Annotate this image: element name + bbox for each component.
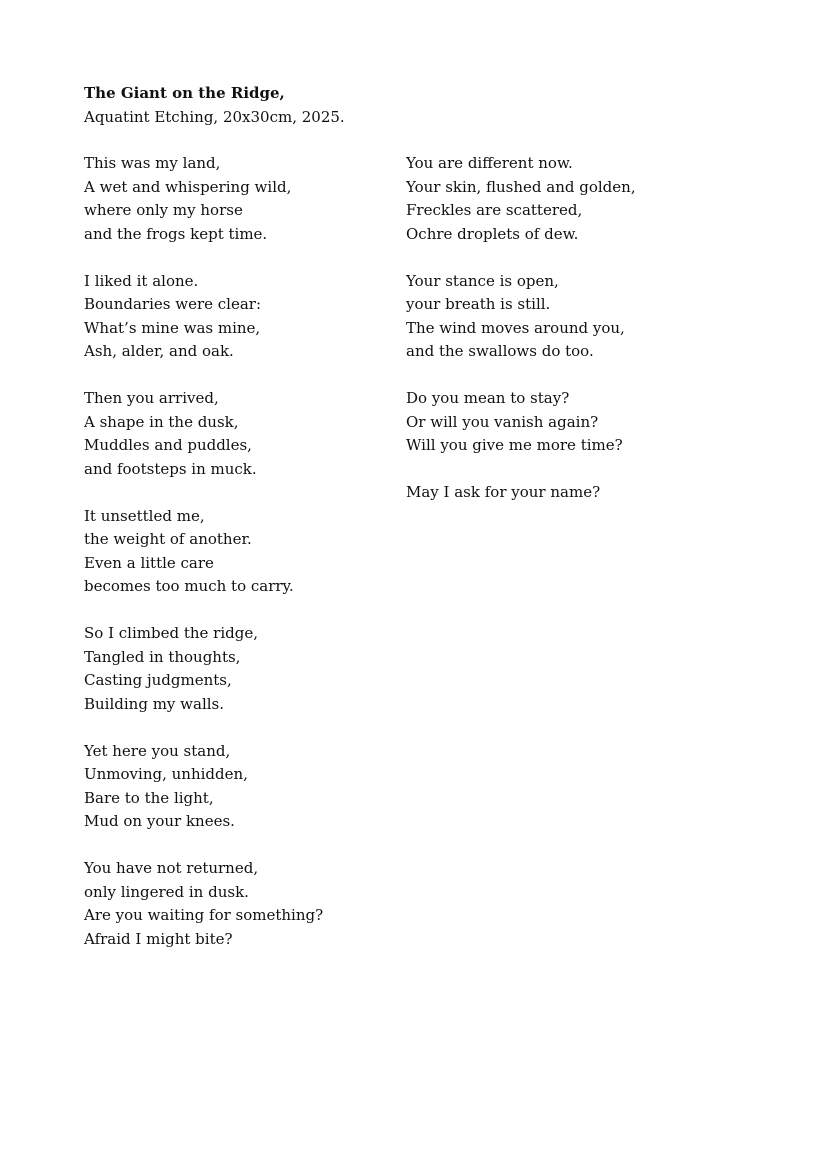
stanza (406, 152, 736, 246)
stanza (406, 270, 736, 364)
poem-line: Your stance is open, (406, 271, 559, 290)
poem-line: Will you give me more time? (406, 436, 623, 454)
poem-line: Your skin, flushed and golden, (406, 177, 636, 196)
page-title: The Giant on the Ridge, (84, 84, 285, 102)
stanza (84, 270, 384, 364)
poem-line: Unmoving, unhidden, (84, 765, 248, 783)
poem-right-column (406, 152, 736, 528)
poem-line: Bare to the light, (84, 788, 214, 807)
poem-line: You are different now. (406, 154, 573, 172)
poem-line: and the swallows do too. (406, 342, 594, 360)
poem-line: and footsteps in muck. (84, 459, 257, 478)
poem-line: Or will you vanish again? (406, 412, 599, 431)
stanza (84, 152, 384, 246)
poem-line: It unsettled me, (84, 506, 205, 525)
poem-line: Ochre droplets of dew. (406, 224, 579, 243)
poem-line: So I climbed the ridge, (84, 624, 258, 642)
poem-line: A wet and whispering wild, (84, 177, 292, 196)
stanza (84, 387, 384, 481)
poem-line: I liked it alone. (84, 271, 199, 290)
poem-line: Even a little care (84, 553, 214, 572)
poem-line: This was my land, (84, 154, 221, 172)
poem-line: becomes too much to carry. (84, 577, 294, 595)
poem-line: Are you waiting for something? (84, 906, 324, 924)
poem-line: Tangled in thoughts, (84, 647, 241, 666)
poem-line: Building my walls. (84, 694, 225, 713)
poem-line: only lingered in dusk. (84, 882, 249, 901)
poem-line: May I ask for your name? (406, 483, 601, 501)
header (84, 82, 684, 129)
poem-left-column (84, 152, 384, 975)
stanza (84, 622, 384, 716)
poem-line: your breath is still. (406, 295, 551, 313)
poem-line: Casting judgments, (84, 671, 232, 689)
poem-line: You have not returned, (84, 859, 259, 877)
stanza (406, 481, 736, 505)
poem-line: The wind moves around you, (406, 318, 625, 337)
poem-line: Yet here you stand, (84, 741, 231, 760)
poem-line: the weight of another. (84, 530, 252, 548)
stanza (84, 857, 384, 951)
artwork-details: Aquatint Etching, 20x30cm, 2025. (84, 107, 345, 126)
poem-line: Freckles are scattered, (406, 201, 583, 219)
poem-line: What’s mine was mine, (84, 318, 261, 337)
poem-line: and the frogs kept time. (84, 224, 268, 243)
poem-line: Boundaries were clear: (84, 295, 262, 313)
poem-line: Muddles and puddles, (84, 436, 252, 454)
poem-line: A shape in the dusk, (84, 412, 239, 431)
poem-line: where only my horse (84, 201, 243, 219)
poem-line: Do you mean to stay? (406, 389, 570, 407)
stanza (406, 387, 736, 458)
poem-line: Ash, alder, and oak. (84, 342, 234, 360)
poem-line: Mud on your knees. (84, 812, 235, 830)
stanza (84, 740, 384, 834)
poem-line: Afraid I might bite? (84, 929, 233, 948)
poem-line: Then you arrived, (84, 389, 219, 407)
stanza (84, 505, 384, 599)
